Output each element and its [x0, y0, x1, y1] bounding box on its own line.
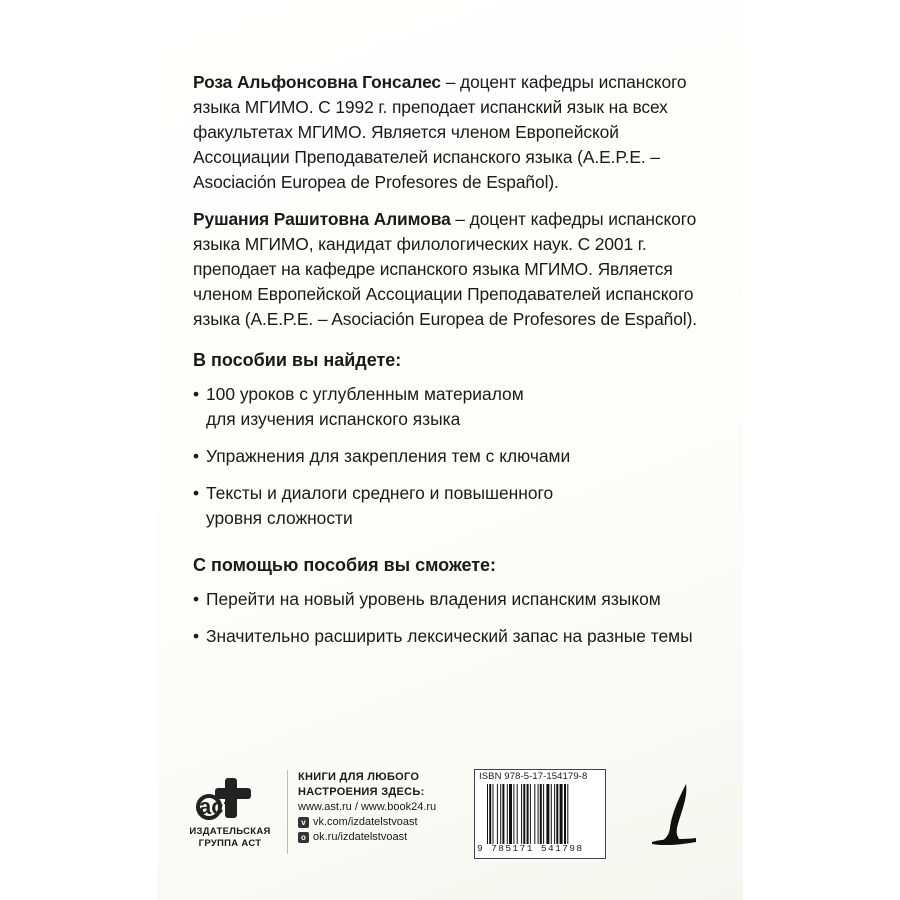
- quill-logo-icon: [650, 782, 700, 848]
- svg-text:аст: аст: [199, 794, 235, 819]
- bullet-icon: •: [193, 589, 200, 609]
- barcode-bar: [517, 784, 518, 844]
- vk-link[interactable]: v vk.com/izdatelstvoast: [298, 815, 436, 830]
- publisher-name: ИЗДАТЕЛЬСКАЯ ГРУППА АСТ: [189, 826, 271, 849]
- section-heading: С помощью пособия вы сможете:: [193, 555, 497, 575]
- barcode-bar: [500, 784, 501, 844]
- barcode-bar: [564, 784, 566, 844]
- benefits-list: [193, 587, 733, 661]
- barcode-bar: [493, 784, 494, 844]
- publisher-links: КНИГИ ДЛЯ ЛЮБОГО НАСТРОЕНИЯ ЗДЕСЬ: www.ast.ru / www.book24.ru v vk.com/izdatelstvoast o ok.ru/izdatelstvoast: [298, 771, 437, 843]
- bullet-icon: •: [193, 446, 200, 466]
- section-heading: В пособии вы найдете:: [193, 350, 402, 370]
- author-name: Рушания Рашитовна Алимова: [193, 209, 451, 229]
- barcode-bar: [534, 784, 535, 844]
- barcode-bar: [556, 784, 558, 844]
- bullet-icon: •: [193, 626, 200, 646]
- list-item: • Значительно расширить лексический запас на разные темы: [193, 624, 733, 649]
- barcode-bar: [523, 784, 525, 844]
- list-item: • 100 уроков с углубленным материалом для изучения испанского языка: [193, 384, 524, 429]
- barcode-bar: [489, 784, 491, 844]
- list-item: • Перейти на новый уровень владения испанским языком: [193, 587, 733, 612]
- list-item: • Упражнения для закрепления тем с ключами: [193, 444, 733, 469]
- barcode-bar: [521, 784, 522, 844]
- isbn-label: ISBN 978-5-17-154179-8: [479, 771, 588, 782]
- barcode-bar: [554, 784, 555, 844]
- bullet-icon: •: [193, 384, 200, 404]
- barcode-bar: [527, 784, 529, 844]
- author-bio-1: Роза Альфонсовна Гонсалес – доцент кафедры испанского языка МГИМО. С 1992 г. преподает испанский язык на всех факультетах МГИМО. Является членом Европейской Ассоциации Преподавателей испанского языка (A.E.P.E. – Asociación Europea de Profesores de Español).: [193, 72, 687, 192]
- author-bios: [193, 70, 733, 344]
- barcode-bar: [502, 784, 504, 844]
- barcode-bar: [567, 784, 568, 844]
- barcode-bar: [543, 784, 544, 844]
- site-link[interactable]: www.ast.ru / www.book24.ru: [298, 801, 437, 813]
- barcode-bar: [513, 784, 514, 844]
- barcode: [474, 769, 606, 859]
- barcode-bar: [509, 784, 512, 844]
- barcode-bar: [487, 784, 488, 844]
- barcode-digits: 9 785171 541798: [477, 843, 584, 854]
- ok-icon: o: [298, 832, 309, 843]
- barcode-bar: [560, 784, 563, 844]
- barcode-bar: [551, 784, 552, 844]
- barcode-bar: [540, 784, 542, 844]
- barcode-bar: [530, 784, 531, 844]
- ok-link[interactable]: o ok.ru/izdatelstvoast: [298, 830, 436, 845]
- barcode-bar: [538, 784, 539, 844]
- barcode-bar: [507, 784, 508, 844]
- features-list: [193, 382, 733, 543]
- author-name: Роза Альфонсовна Гонсалес: [193, 72, 441, 92]
- bullet-icon: •: [193, 483, 200, 503]
- divider: [287, 770, 288, 854]
- barcode-bar: [497, 784, 498, 844]
- vk-icon: v: [298, 817, 309, 828]
- barcode-bars-icon: [487, 784, 599, 844]
- author-bio-2: Рушания Рашитовна Алимова – доцент кафедры испанского языка МГИМО, кандидат филологических наук. С 2001 г. преподает на кафедре испанского языка МГИМО. Является членом Европейской Ассоциации Преподавателей испанского языка (A.E.P.E. – Asociación Europea de Profesores de Español).: [193, 209, 697, 329]
- barcode-bar: [546, 784, 549, 844]
- list-item: • Тексты и диалоги среднего и повышенного уровня сложности: [193, 483, 554, 528]
